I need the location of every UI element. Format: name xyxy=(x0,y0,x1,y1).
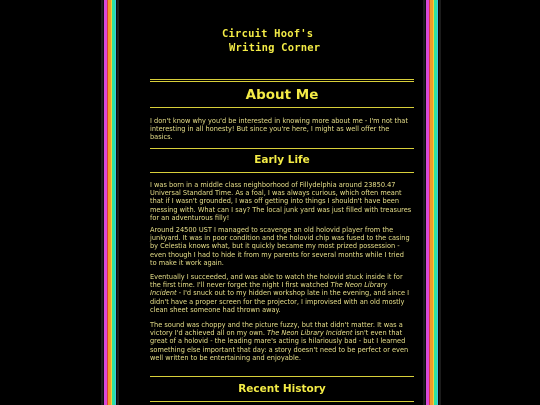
holovid-title: The Neon Library Incident xyxy=(267,329,353,338)
text-run: isn't even that great of a holovid - the leading mare's acting is hilariously bad - but I learned something else important that day: a story doesn't need to be perfect or even well written to be entertaining and enjoyable. xyxy=(150,329,409,362)
divider xyxy=(150,401,414,402)
decorative-border-right xyxy=(423,0,441,405)
holovid-title: The Neon Library Incident xyxy=(150,281,388,298)
main-content xyxy=(124,0,416,405)
divider xyxy=(150,148,414,149)
about-heading: About Me xyxy=(245,87,319,103)
about-intro-paragraph: I don't know why you'd be interested in knowing more about me - I'm not that interesting in all honesty! But since you're here, I might as well offer the basics. xyxy=(150,117,408,142)
divider xyxy=(150,107,414,108)
divider xyxy=(150,79,414,80)
text-run: The sound was choppy and the picture fuzzy, but that didn't matter. It was a victory I'd achieved all on my own. xyxy=(150,321,403,338)
site-title xyxy=(222,27,342,55)
site-title-line1: Circuit Hoof's xyxy=(222,28,314,40)
decorative-border-left xyxy=(101,0,119,405)
early-life-paragraph-3 xyxy=(150,273,412,314)
text-run: Eventually I succeeded, and was able to watch the holovid stuck inside it for the first time. I'll never forget the night I first watched xyxy=(150,273,403,290)
divider xyxy=(150,81,414,82)
early-life-heading: Early Life xyxy=(254,154,310,166)
early-life-paragraph-4 xyxy=(150,321,412,362)
text-run: - I'd snuck out to my hidden workshop late in the evening, and since I didn't have a proper screen for the projector, I improvised with an old mostly clean sheet someone had thrown away. xyxy=(150,289,410,314)
recent-history-heading: Recent History xyxy=(238,383,326,395)
divider xyxy=(150,172,414,173)
early-life-paragraph-1: I was born in a middle class neighborhood of Fillydelphia around 23850.47 Universal Standard Time. As a foal, I was always curious, which often meant that if I wasn't grounded, I was off getting into things I shouldn't have been messing with. What can I say? The local junk yard was just filled with treasures for an adventurous filly! xyxy=(150,181,412,222)
divider xyxy=(150,376,414,377)
site-title-line2: Writing Corner xyxy=(229,42,321,54)
early-life-paragraph-2: Around 24500 UST I managed to scavenge an old holovid player from the junkyard. It was in poor condition and the holovid chip was fused to the casing by Celestia knows what, but it quickly became my most prized possession - even though I had to hide it from my parents for several months while I tried to make it work again. xyxy=(150,226,410,267)
